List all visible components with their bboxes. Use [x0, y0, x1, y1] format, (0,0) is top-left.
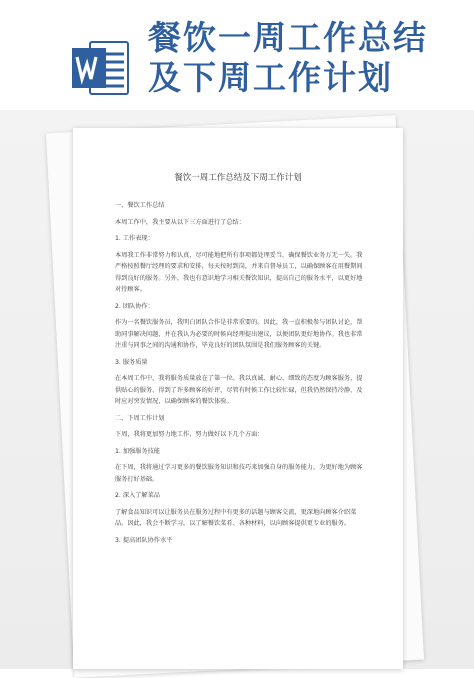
- paragraph: 在本周工作中，我将服务质量放在了第一位。我以真诚、耐心、细致的态度为顾客服务，提供贴心的服务，得到了许多顾客的好评，尽管有时候工作比较忙碌，但我仍然保持冷静，及时应对突发情况，以确保顾客的餐饮体验。: [115, 375, 363, 405]
- document-page: [73, 128, 403, 669]
- banner-title-line-2: 及下周工作计划: [148, 58, 393, 97]
- paragraph: 在下周，我将通过学习更多的餐饮服务知识和技巧来加强自身的服务能力，为更好地为顾客服务打好基础。: [115, 464, 363, 483]
- section-heading: 二、下周工作计划: [115, 414, 165, 422]
- paragraph: 了解食品知识可以让服务员在服务过程中有更多的话题与顾客交流，更深地向顾客介绍菜品。因此，我会不断学习，以了解餐饮菜肴、各种材料，以向顾客提供更专业的服务。: [115, 508, 357, 527]
- subheading: 1. 工作表现：: [115, 235, 154, 242]
- subheading: 2. 深入了解菜品: [115, 492, 160, 499]
- subheading: 1. 加强服务技能: [115, 447, 160, 455]
- subheading: 2. 团队协作：: [115, 302, 154, 310]
- paragraph: 作为一名餐饮服务员，我明白团队合作是非常重要的。因此，我一直积极参与团队讨论，帮助同事解决问题，并在我认为必要的时候向经理提出建议，以便团队更好地协作。我也非常注重与同事之间的沟通和协作，毕竟良好的团队氛围是我们服务顾客的关键。: [115, 319, 363, 349]
- subheading: 3. 服务质量: [115, 358, 148, 366]
- document-body: [115, 200, 365, 551]
- banner-title: [148, 18, 468, 98]
- paragraph: 下周，我将更加努力地工作，努力做好以下几个方面：: [115, 431, 264, 438]
- word-document-icon: [72, 40, 130, 96]
- paragraph: 本周我工作非常努力和认真，尽可能地把所有事项都处理妥当，确保餐饮业务万无一失。我严格按照餐厅经理的要求和安排，每天按时到岗，并来自督导员工，以确保顾客在用餐期间得到良好的服务。另外，我也有意识地学习相关餐饮知识，提高自己的服务水平，以更好地对待顾客。: [115, 251, 363, 293]
- section-heading: 一、餐饮工作总结: [115, 202, 165, 209]
- subheading: 3. 提高团队协作水平: [115, 536, 173, 544]
- header-banner: [0, 0, 474, 118]
- document-title: 餐饮一周工作总结及下周工作计划: [174, 173, 302, 183]
- paragraph: 本周工作中，我主要从以下三方面进行了总结：: [115, 218, 245, 226]
- banner-title-line-1: 餐饮一周工作总结: [148, 18, 428, 57]
